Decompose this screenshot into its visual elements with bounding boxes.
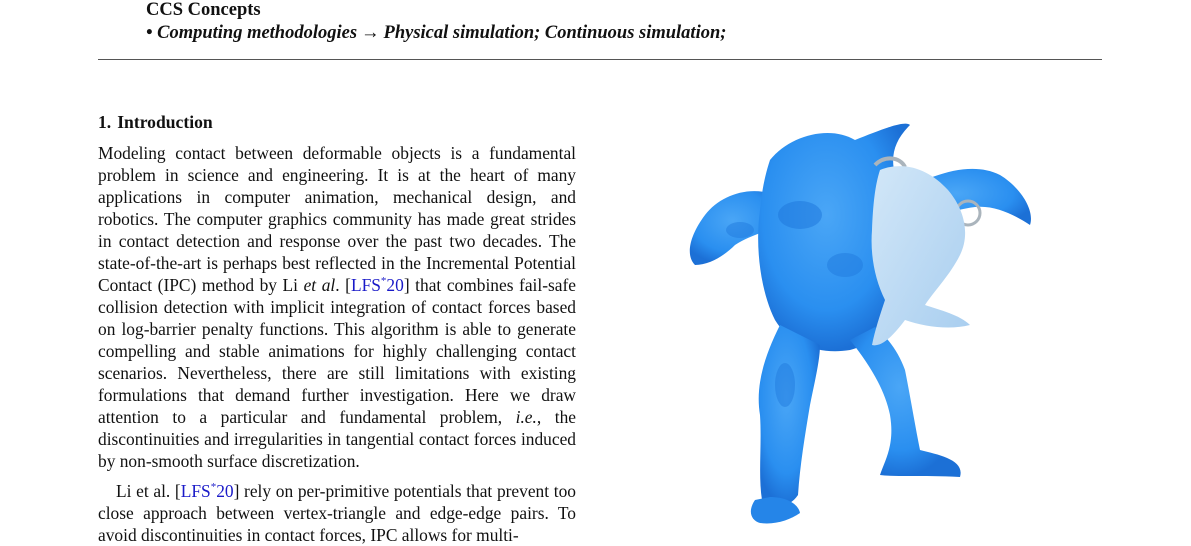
p1-text-1: Modeling contact between deformable objects is a fundamental problem in science and engineering. It is at the heart of many applications in computer animation, mechanical design, and robotics. The computer graphics community has made great strides in contact detection and response over the past two decades. The state-of-the-art is perhaps best reflected in the Incremental Potential Contact (IPC) method by Li [98,143,576,295]
ccs-heading: CCS Concepts [146,0,261,20]
ccs-bullet: • [146,23,153,43]
section-number: 1. [98,112,112,132]
horizontal-rule [98,59,1102,60]
paragraph-2 [98,480,576,546]
armadillo-left-leg [759,325,820,506]
left-column [98,110,576,546]
armadillo-left-foot [751,497,800,523]
p1-etal: et al [303,275,336,295]
citation-link[interactable]: LFS*20 [350,275,404,295]
armadillo-render [680,115,1040,525]
arrow-icon: → [361,23,380,43]
ccs-subtopics: Physical simulation; Continuous simulation; [383,23,727,43]
armadillo-right-leg [850,327,961,477]
armadillo-figure [680,115,1040,525]
p2-text-1: Li et al. [ [116,481,181,501]
ccs-concepts [146,0,726,44]
section-heading [98,110,576,134]
p1-text-3: ] that combines fail-safe collision detection with implicit integration of contact forces based on log-barrier penalty functions. This algorithm is able to generate compelling and stable animations for highly challenging contact scenarios. Nevertheless, there are still limitations with existing formulations that demand further investigation. Here we draw attention to a particular and fundamental problem, [98,275,576,427]
ccs-topic: Computing methodologies [157,23,358,43]
p1-ie: i.e. [515,407,537,427]
p1-text-4: , the discontinuities and irregularities in tangential contact forces induced by non-smooth surface discretization. [98,407,576,471]
p1-text-2: . [ [335,275,351,295]
paragraph-1 [98,142,576,472]
p2-text-2: ] rely on per-primitive potentials that prevent too close approach between vertex-triangle and edge-edge pairs. To avoid discontinuities in contact forces, IPC allows for multi- [98,481,576,545]
section-title: Introduction [117,112,213,132]
ccs-line [146,22,726,44]
citation-link[interactable]: LFS*20 [180,481,234,501]
